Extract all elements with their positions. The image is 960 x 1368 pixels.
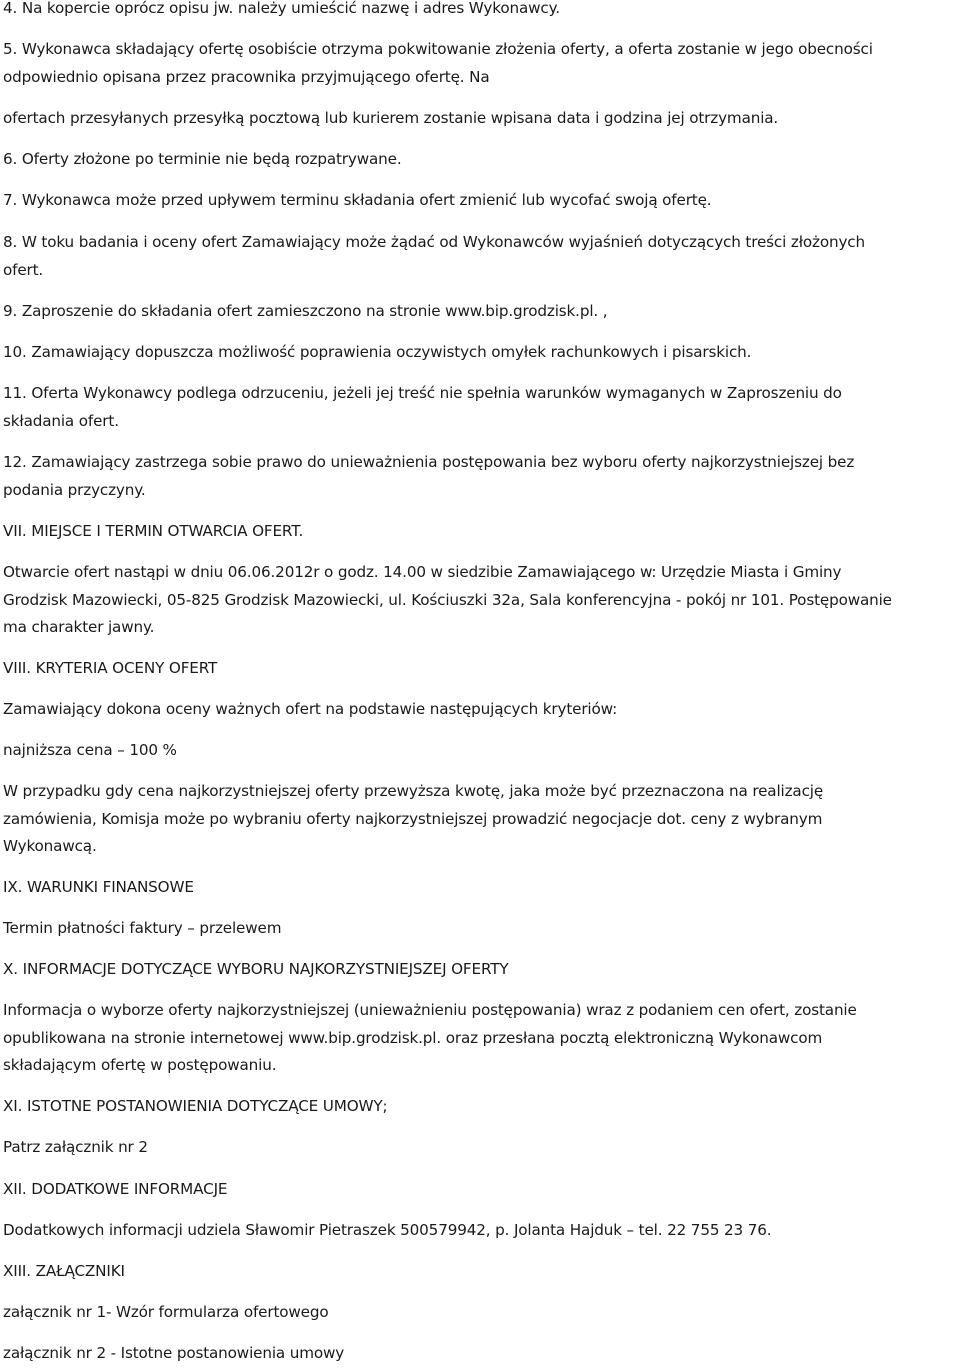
line: załącznik nr 2 - Istotne postanowienia umowy: [3, 1344, 345, 1362]
paragraph-info: [3, 997, 857, 1080]
heading-section-11: [3, 1093, 387, 1121]
line: X. INFORMACJE DOTYCZĄCE WYBORU NAJKORZYSTNIEJSZEJ OFERTY: [3, 960, 509, 978]
paragraph-opening: [3, 559, 892, 642]
line: 5. Wykonawca składający ofertę osobiście otrzyma pokwitowanie złożenia oferty, a oferta zostanie w jego obecności: [3, 40, 873, 58]
paragraph-contact: [3, 1217, 771, 1245]
line: ma charakter jawny.: [3, 618, 155, 636]
paragraph-11: [3, 380, 842, 435]
paragraph-payment: [3, 915, 281, 943]
paragraph-5: [3, 36, 873, 133]
line: VII. MIEJSCE I TERMIN OTWARCIA OFERT.: [3, 522, 304, 540]
line: 9. Zaproszenie do składania ofert zamieszczono na stronie www.bip.grodzisk.pl. ,: [3, 302, 608, 320]
paragraph-9: [3, 298, 607, 326]
line: XII. DODATKOWE INFORMACJE: [3, 1180, 228, 1198]
line: Grodzisk Mazowiecki, 05-825 Grodzisk Mazowiecki, ul. Kościuszki 32a, Sala konferencyjna - pokój nr 101. Postępowanie: [3, 590, 892, 609]
attachment-2: [3, 1340, 344, 1368]
paragraph-10: [3, 339, 751, 367]
heading-section-9: [3, 874, 194, 902]
heading-section-13: [3, 1258, 125, 1286]
paragraph-attachment-ref: [3, 1134, 148, 1162]
line: IX. WARUNKI FINANSOWE: [3, 878, 194, 896]
line: załącznik nr 1- Wzór formularza ofertowego: [3, 1303, 329, 1321]
line: podania przyczyny.: [3, 480, 146, 499]
line: zamówienia, Komisja może po wybraniu oferty najkorzystniejszej prowadzić negocjacje dot. ceny z wybranym: [3, 809, 823, 828]
line: najniższa cena – 100 %: [3, 741, 177, 759]
paragraph-criteria: [3, 696, 617, 724]
heading-section-12: [3, 1176, 227, 1204]
line: 4. Na kopercie oprócz opisu jw. należy umieścić nazwę i adres Wykonawcy.: [3, 0, 560, 17]
line: opublikowana na stronie internetowej www.bip.grodzisk.pl. oraz przesłana pocztą elektroniczną Wykonawcom: [3, 1028, 823, 1047]
line: 11. Oferta Wykonawcy podlega odrzuceniu, jeżeli jej treść nie spełnia warunków wymaganych w Zaproszeniu do: [3, 384, 842, 402]
line: 8. W toku badania i oceny ofert Zamawiający może żądać od Wykonawców wyjaśnień dotyczących treści złożonych: [3, 233, 865, 251]
line: XIII. ZAŁĄCZNIKI: [3, 1262, 125, 1280]
line: XI. ISTOTNE POSTANOWIENIA DOTYCZĄCE UMOWY;: [3, 1097, 388, 1115]
heading-section-8: [3, 655, 217, 683]
line: ofert.: [3, 260, 44, 279]
line: Informacja o wyborze oferty najkorzystniejszej (unieważnieniu postępowania) wraz z podaniem cen ofert, zostanie: [3, 1001, 857, 1019]
line: 12. Zamawiający zastrzega sobie prawo do unieważnienia postępowania bez wyboru oferty najkorzystniejszej bez: [3, 453, 855, 471]
line: składania ofert.: [3, 411, 119, 430]
line: Otwarcie ofert nastąpi w dniu 06.06.2012r o godz. 14.00 w siedzibie Zamawiającego w: Urzędzie Miasta i Gminy: [3, 563, 842, 581]
paragraph-6: [3, 146, 402, 174]
line: Wykonawcą.: [3, 837, 97, 855]
line: składającym ofertę w postępowaniu.: [3, 1056, 277, 1074]
line: Zamawiający dokona oceny ważnych ofert na podstawie następujących kryteriów:: [3, 700, 618, 718]
line: VIII. KRYTERIA OCENY OFERT: [3, 659, 218, 677]
paragraph-price: [3, 737, 177, 765]
paragraph-4: [3, 0, 560, 23]
paragraph-8: [3, 229, 865, 284]
line: Dodatkowych informacji udziela Sławomir Pietraszek 500579942, p. Jolanta Hajduk – tel. 22 755 23 76.: [3, 1221, 772, 1239]
line: odpowiednio opisana przez pracownika przyjmującego ofertę. Na: [3, 67, 490, 86]
paragraph-12: [3, 449, 854, 504]
heading-section-10: [3, 956, 509, 984]
line: W przypadku gdy cena najkorzystniejszej oferty przewyższa kwotę, jaka może być przeznaczona na realizację: [3, 782, 824, 800]
line: Patrz załącznik nr 2: [3, 1138, 148, 1156]
paragraph-7: [3, 187, 711, 215]
attachment-1: [3, 1299, 329, 1327]
line: 10. Zamawiający dopuszcza możliwość poprawienia oczywistych omyłek rachunkowych i pisarskich.: [3, 343, 752, 361]
line: 6. Oferty złożone po terminie nie będą rozpatrywane.: [3, 150, 402, 168]
line: 7. Wykonawca może przed upływem terminu składania ofert zmienić lub wycofać swoją ofertę.: [3, 191, 712, 209]
line: Termin płatności faktury – przelewem: [3, 919, 282, 937]
heading-section-7: [3, 518, 303, 546]
paragraph-negotiation: [3, 778, 823, 861]
line: ofertach przesyłanych przesyłką pocztową lub kurierem zostanie wpisana data i godzina jej otrzymania.: [3, 109, 779, 127]
